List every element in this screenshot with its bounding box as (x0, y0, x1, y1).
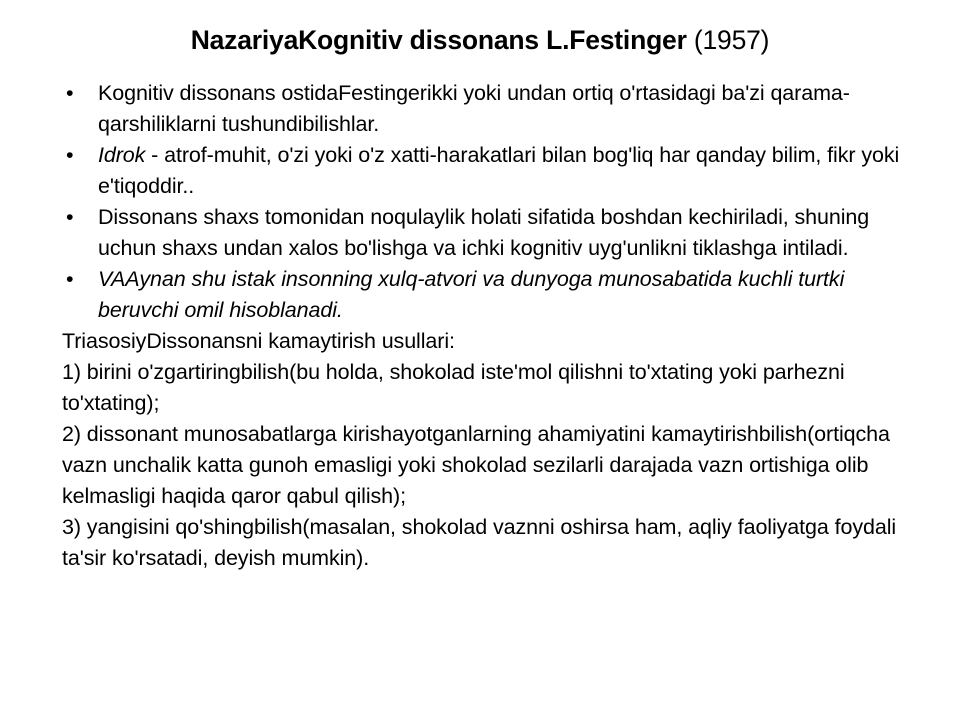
paragraph-method-2: 2) dissonant munosabatlarga kirishayotganlarning ahamiyatini kamaytirishbilish(ortiqcha vazn unchalik katta gunoh emasligi yoki shokolad sezilarli darajada vazn ortishiga olib kelmasligi haqida qaror qabul qilish); (62, 422, 890, 508)
list-item (58, 202, 914, 264)
paragraph-block (58, 326, 914, 574)
list-item-text: VAAynan shu istak insonning xulq-atvori va dunyoga munosabatida kuchli turtki beruvchi omil hisoblanadi. (98, 267, 845, 322)
slide-title-year: (1957) (686, 25, 770, 55)
list-item (58, 264, 914, 326)
paragraph-method-3: 3) yangisini qo'shingbilish(masalan, shokolad vaznni oshirsa ham, aqliy faoliyatga foydali ta'sir ko'rsatadi, deyish mumkin). (62, 515, 897, 570)
bullet-dot-icon: • (66, 267, 74, 291)
paragraph-method-1: 1) birini o'zgartiringbilish(bu holda, shokolad iste'mol qilishni to'xtating yoki parhezni to'xtating); (62, 360, 845, 415)
list-item (58, 78, 914, 140)
slide-title-main: NazariyaKognitiv dissonans L.Festinger (190, 25, 687, 55)
slide-title (0, 24, 960, 56)
list-item (58, 140, 914, 202)
bullet-dot-icon: • (66, 81, 74, 105)
paragraph-heading: TriasosiyDissonansni kamaytirish usullari: (62, 329, 455, 353)
list-item-text: - atrof-muhit, o'zi yoki o'z xatti-harakatlari bilan bog'liq har qanday bilim, fikr yoki e'tiqoddir.. (98, 143, 900, 198)
slide-body (58, 78, 914, 574)
list-item-text: Dissonans shaxs tomonidan noqulaylik holati sifatida boshdan kechiriladi, shuning uchun shaxs undan xalos bo'lishga va ichki kognitiv uyg'unlikni tiklashga intiladi. (98, 205, 870, 260)
bullet-dot-icon: • (66, 205, 74, 229)
bullet-dot-icon: • (66, 143, 74, 167)
bullet-list (58, 78, 914, 326)
list-item-term: Idrok (98, 143, 146, 167)
list-item-text: Kognitiv dissonans ostidaFestingerikki yoki undan ortiq o'rtasidagi ba'zi qarama-qarshiliklarni tushundibilishlar. (98, 81, 850, 136)
